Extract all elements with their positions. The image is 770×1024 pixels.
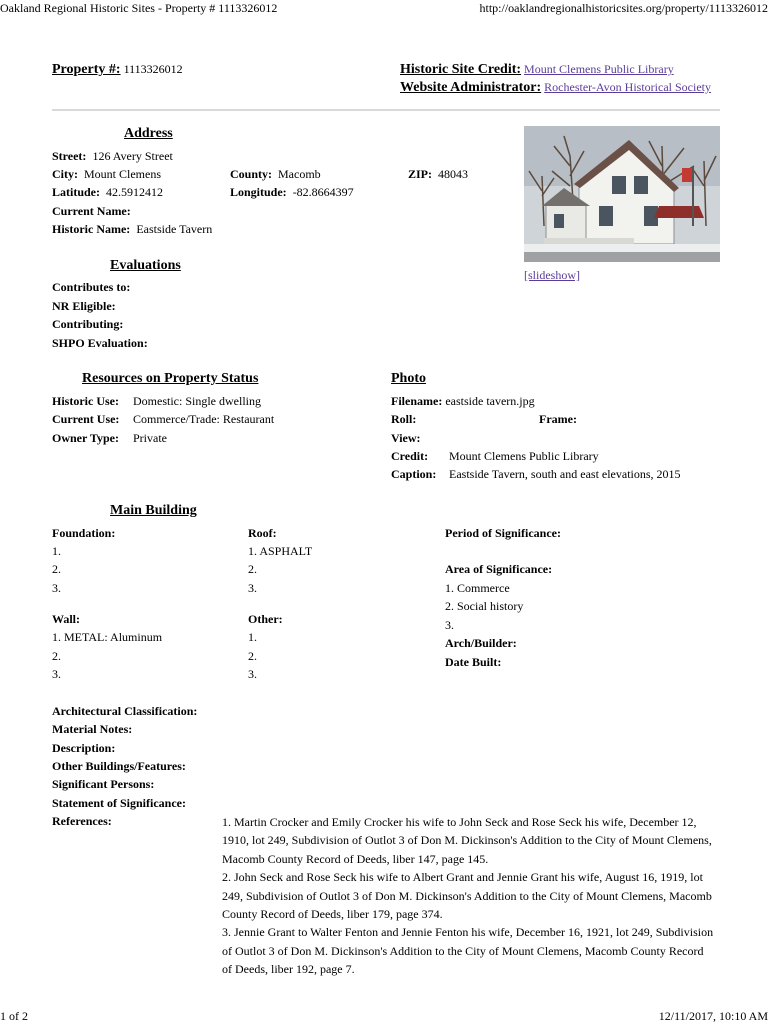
other-item: 1.: [248, 630, 257, 644]
zip-label: ZIP:: [408, 167, 432, 181]
document-title: Oakland Regional Historic Sites - Property # 1113326012: [0, 1, 278, 15]
period-label: Period of Significance:: [445, 526, 561, 540]
area-item: 1. Commerce: [445, 581, 510, 595]
foundation-label: Foundation:: [52, 526, 116, 540]
historic-site-credit: [400, 62, 674, 78]
owner-type-value: Private: [133, 431, 167, 445]
roof-item: 2.: [248, 562, 257, 576]
caption-label: Caption:: [391, 467, 437, 481]
historic-name-value: Eastside Tavern: [136, 222, 213, 236]
caption-value: Eastside Tavern, south and east elevations, 2015: [449, 467, 681, 481]
shpo-label: SHPO Evaluation:: [52, 336, 148, 350]
latitude-label: Latitude:: [52, 185, 100, 199]
material-notes-label: Material Notes:: [52, 722, 133, 736]
property-value: 1113326012: [123, 62, 183, 76]
other-label: Other:: [248, 612, 283, 626]
other-buildings-label: Other Buildings/Features:: [52, 759, 186, 773]
resources-heading: Resources on Property Status: [82, 371, 259, 386]
admin-link[interactable]: Rochester-Avon Historical Society: [544, 80, 711, 94]
latitude-row: [52, 185, 163, 200]
property-label: Property #:: [52, 62, 121, 77]
foundation-item: 1.: [52, 544, 61, 558]
current-use-label: Current Use:: [52, 412, 120, 426]
references-list: [222, 813, 714, 979]
area-label: Area of Significance:: [445, 562, 553, 576]
zip-row: [408, 167, 468, 182]
description-label: Description:: [52, 741, 116, 755]
historic-use-label: Historic Use:: [52, 394, 119, 408]
website-administrator: [400, 80, 711, 96]
street-row: [52, 149, 173, 164]
roll-label: Roll:: [391, 412, 417, 426]
historic-name-label: Historic Name:: [52, 222, 131, 236]
credit-link[interactable]: Mount Clemens Public Library: [524, 62, 674, 76]
wall-item: 3.: [52, 667, 61, 681]
filename-row: [391, 394, 535, 409]
photo-credit-value: Mount Clemens Public Library: [449, 449, 599, 463]
roof-item: 3.: [248, 581, 257, 595]
photo-credit-label: Credit:: [391, 449, 429, 463]
other-item: 2.: [248, 649, 257, 663]
arch-builder-label: Arch/Builder:: [445, 636, 517, 650]
latitude-value: 42.5912412: [106, 185, 163, 199]
nr-eligible-label: NR Eligible:: [52, 299, 116, 313]
address-heading: Address: [124, 126, 173, 141]
current-name-label: Current Name:: [52, 204, 131, 218]
property-number: [52, 62, 183, 78]
zip-value: 48043: [438, 167, 468, 181]
county-value: Macomb: [278, 167, 321, 181]
street-label: Street:: [52, 149, 87, 163]
house-photo-icon: [524, 126, 720, 262]
arch-classification-label: Architectural Classification:: [52, 704, 198, 718]
statement-label: Statement of Significance:: [52, 796, 186, 810]
contributing-label: Contributing:: [52, 317, 124, 331]
foundation-item: 2.: [52, 562, 61, 576]
area-item: 2. Social history: [445, 599, 524, 613]
significant-persons-label: Significant Persons:: [52, 777, 155, 791]
reference-item: 2. John Seck and Rose Seck his wife to Albert Grant and Jennie Grant his wife, August 16, 1919, lot 249, Subdivision of Outlot 3 of Don M. Dickinson's Addition to the City of Mount Clemens, Macomb County Record of Deeds, liber 179, page 374.: [222, 870, 712, 922]
header-divider: [52, 109, 720, 111]
admin-label: Website Administrator:: [400, 80, 542, 95]
main-building-heading: Main Building: [110, 503, 197, 518]
area-item: 3.: [445, 618, 454, 632]
longitude-row: [230, 185, 354, 200]
owner-type-label: Owner Type:: [52, 431, 120, 445]
property-photo[interactable]: [524, 126, 720, 262]
foundation-item: 3.: [52, 581, 61, 595]
page-number: 1 of 2: [0, 1009, 28, 1023]
document-url: http://oaklandregionalhistoricsites.org/property/1113326012: [479, 1, 768, 15]
view-label: View:: [391, 431, 421, 445]
photo-heading: Photo: [391, 371, 426, 386]
historic-name-row: [52, 222, 212, 237]
filename-label: Filename:: [391, 394, 443, 408]
frame-label: Frame:: [539, 412, 577, 426]
longitude-label: Longitude:: [230, 185, 287, 199]
contributes-label: Contributes to:: [52, 280, 131, 294]
credit-label: Historic Site Credit:: [400, 62, 522, 77]
date-built-label: Date Built:: [445, 655, 502, 669]
city-row: [52, 167, 161, 182]
wall-item: 1. METAL: Aluminum: [52, 630, 163, 644]
current-use-value: Commerce/Trade: Restaurant: [133, 412, 275, 426]
longitude-value: -82.8664397: [292, 185, 354, 199]
reference-item: 1. Martin Crocker and Emily Crocker his wife to John Seck and Rose Seck his wife, December 12, 1910, lot 249, Subdivision of Outlot 3 of Don M. Dickinson's Addition to the City of Mount Clemens, Macomb County Record of Deeds, liber 147, page 145.: [222, 815, 712, 866]
roof-item: 1. ASPHALT: [248, 544, 313, 558]
print-timestamp: 12/11/2017, 10:10 AM: [658, 1009, 768, 1023]
street-value: 126 Avery Street: [92, 149, 173, 163]
other-item: 3.: [248, 667, 257, 681]
reference-item: 3. Jennie Grant to Walter Fenton and Jennie Fenton his wife, December 16, 1921, lot 249, Subdivision of Outlot 3 of Don M. Dickinson's Addition to the City of Mount Clemens, Macomb County Record of Deeds, liber 192, page 7.: [222, 925, 714, 977]
slideshow-link[interactable]: [slideshow]: [524, 268, 580, 282]
wall-item: 2.: [52, 649, 61, 663]
roof-label: Roof:: [248, 526, 277, 540]
county-row: [230, 167, 321, 182]
city-value: Mount Clemens: [84, 167, 161, 181]
county-label: County:: [230, 167, 273, 181]
wall-label: Wall:: [52, 612, 81, 626]
historic-use-value: Domestic: Single dwelling: [133, 394, 261, 408]
references-label: References:: [52, 814, 112, 828]
city-label: City:: [52, 167, 78, 181]
filename-value: eastside tavern.jpg: [445, 394, 535, 408]
evaluations-heading: Evaluations: [110, 258, 181, 273]
